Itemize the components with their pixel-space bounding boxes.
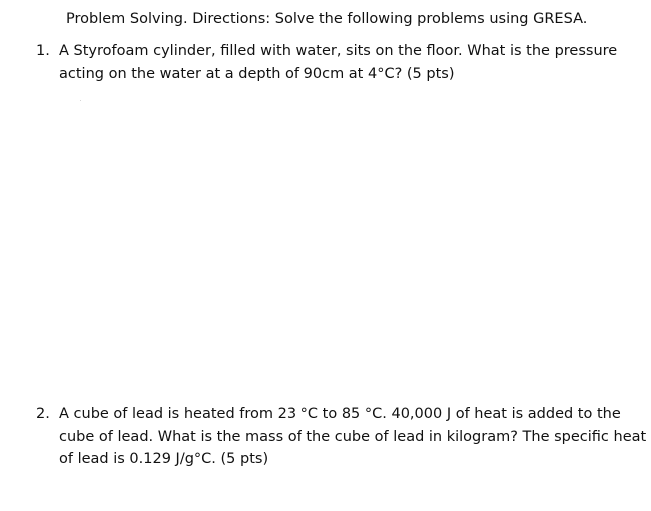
problem-line: of lead is 0.129 J/g°C. (5 pts) [59,451,269,467]
problem-line: cube of lead. What is the mass of the cube of lead in kilogram? The specific heat [59,428,647,445]
problem-number: 1. [36,43,50,59]
problem-text [59,403,647,471]
answer-space [59,92,629,392]
problem-number: 2. [36,406,50,422]
problem-line: A cube of lead is heated from 23 °C to 85 °C. 40,000 J of heat is added to the [59,406,621,422]
problem-text [59,40,629,85]
problem-line: A Styrofoam cylinder, filled with water, sits on the floor. What is the pressure [59,43,618,59]
scan-speck [80,100,81,101]
directions-heading: Problem Solving. Directions: Solve the following problems using GRESA. [66,11,588,27]
problem-line: acting on the water at a depth of 90cm at 4°C? (5 pts) [59,65,455,82]
